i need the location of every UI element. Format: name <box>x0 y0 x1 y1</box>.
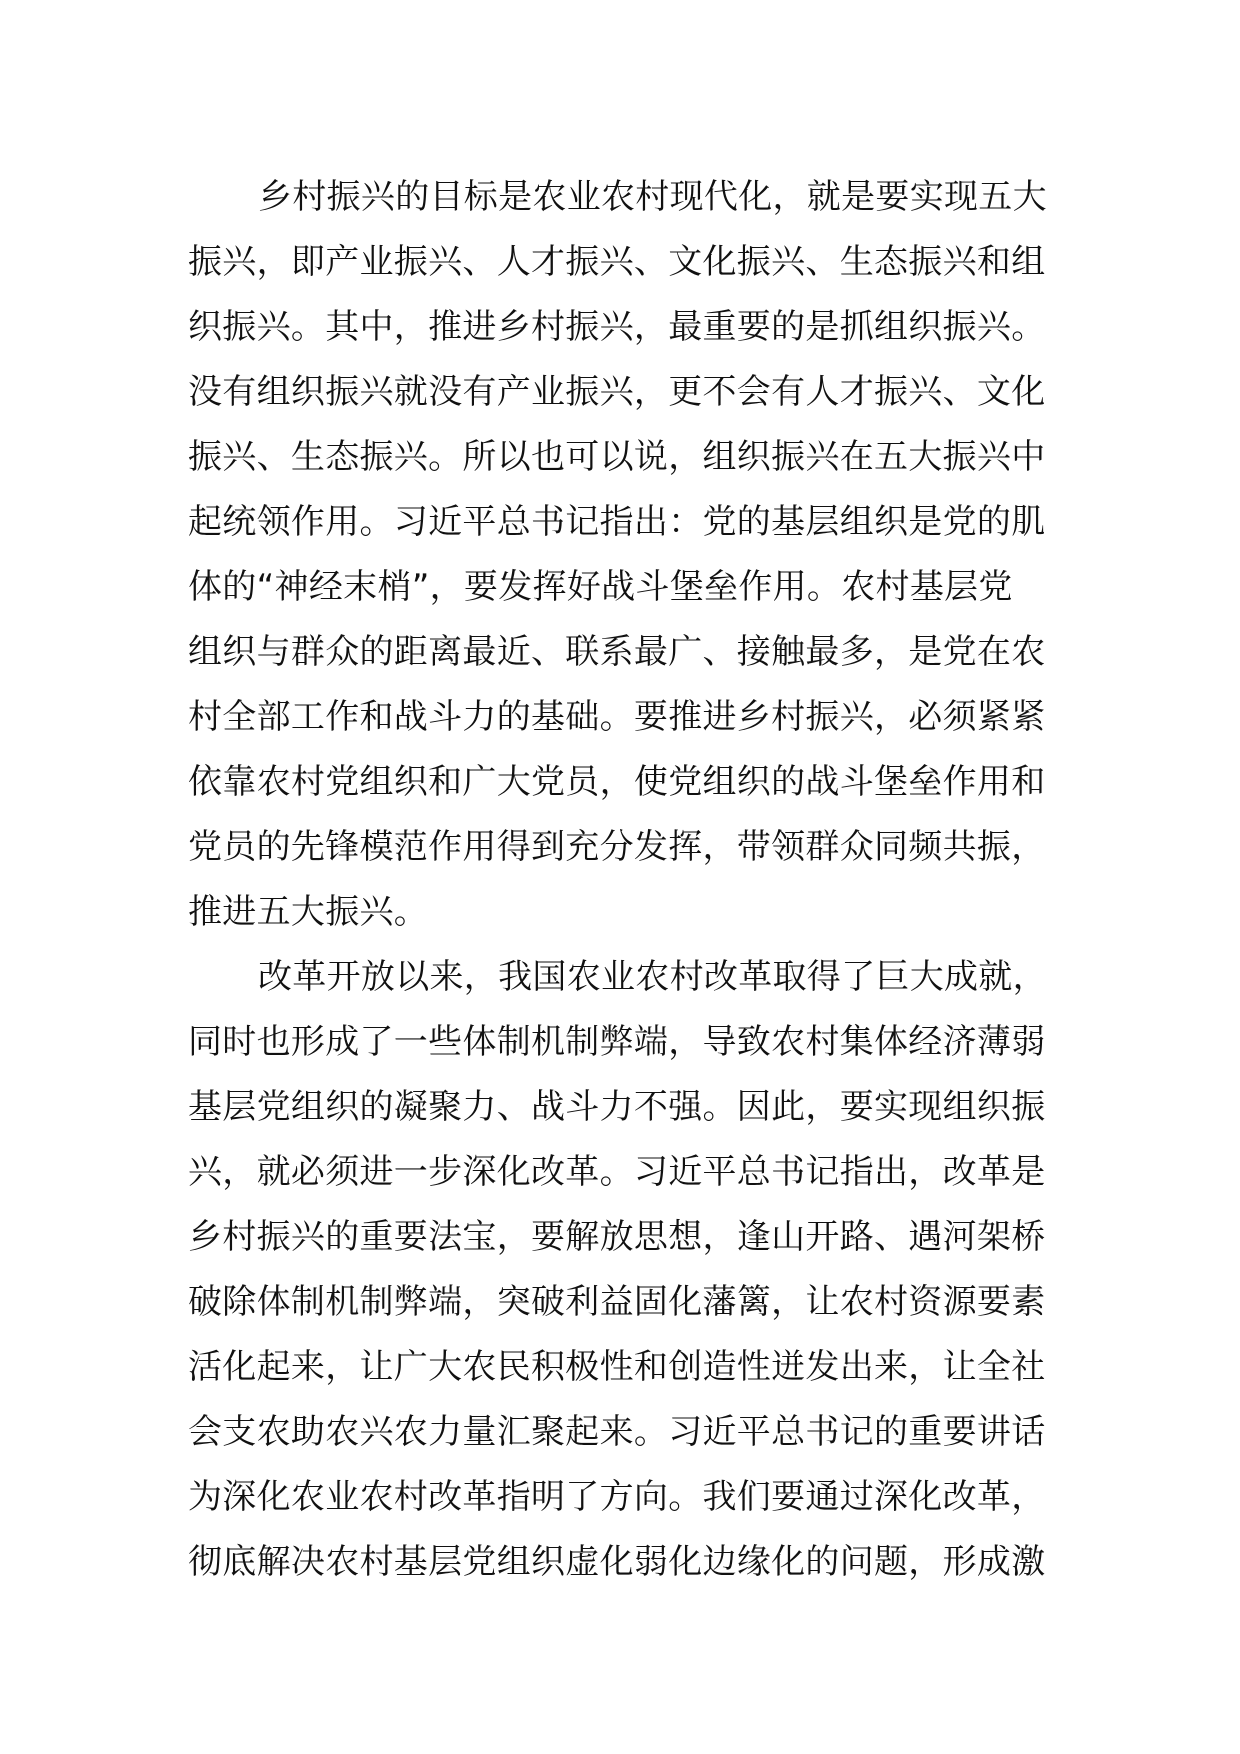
text-line: 基层党组织的凝聚力、战斗力不强。因此，要实现组织振 <box>188 1087 1046 1127</box>
text-line: 组织与群众的距离最近、联系最广、接触最多，是党在农 <box>188 632 1046 672</box>
text-line: 彻底解决农村基层党组织虚化弱化边缘化的问题，形成激 <box>188 1542 1046 1582</box>
text-line: 依靠农村党组织和广大党员，使党组织的战斗堡垒作用和 <box>188 762 1046 802</box>
text-line: 村全部工作和战斗力的基础。要推进乡村振兴，必须紧紧 <box>188 697 1046 737</box>
text-line: 振兴、生态振兴。所以也可以说，组织振兴在五大振兴中 <box>188 437 1046 477</box>
text-line: 为深化农业农村改革指明了方向。我们要通过深化改革， <box>188 1477 1046 1517</box>
text-line: 振兴，即产业振兴、人才振兴、文化振兴、生态振兴和组 <box>188 242 1046 282</box>
text-line: 同时也形成了一些体制机制弊端，导致农村集体经济薄弱 <box>188 1022 1046 1062</box>
text-line: 起统领作用。习近平总书记指出：党的基层组织是党的肌 <box>188 502 1046 542</box>
text-line: 党员的先锋模范作用得到充分发挥，带领群众同频共振， <box>188 827 1046 867</box>
text-line: 乡村振兴的目标是农业农村现代化，就是要实现五大 <box>258 177 1047 217</box>
text-line: 会支农助农兴农力量汇聚起来。习近平总书记的重要讲话 <box>188 1412 1046 1452</box>
text-line: 织振兴。其中，推进乡村振兴，最重要的是抓组织振兴。 <box>188 307 1046 347</box>
document-body <box>188 165 1058 1595</box>
text-line: 推进五大振兴。 <box>188 892 429 932</box>
text-line: 活化起来，让广大农民积极性和创造性迸发出来，让全社 <box>188 1347 1046 1387</box>
text-line: 乡村振兴的重要法宝，要解放思想，逢山开路、遇河架桥 <box>188 1217 1046 1257</box>
paragraph-2 <box>188 945 1058 1595</box>
text-line: 体的“神经末梢”，要发挥好战斗堡垒作用。农村基层党 <box>188 567 1013 607</box>
text-line: 兴，就必须进一步深化改革。习近平总书记指出，改革是 <box>188 1152 1046 1192</box>
text-line: 没有组织振兴就没有产业振兴，更不会有人才振兴、文化 <box>188 372 1046 412</box>
paragraph-1 <box>188 165 1058 945</box>
text-line: 破除体制机制弊端，突破利益固化藩篱，让农村资源要素 <box>188 1282 1046 1322</box>
text-line: 改革开放以来，我国农业农村改革取得了巨大成就， <box>258 957 1047 997</box>
